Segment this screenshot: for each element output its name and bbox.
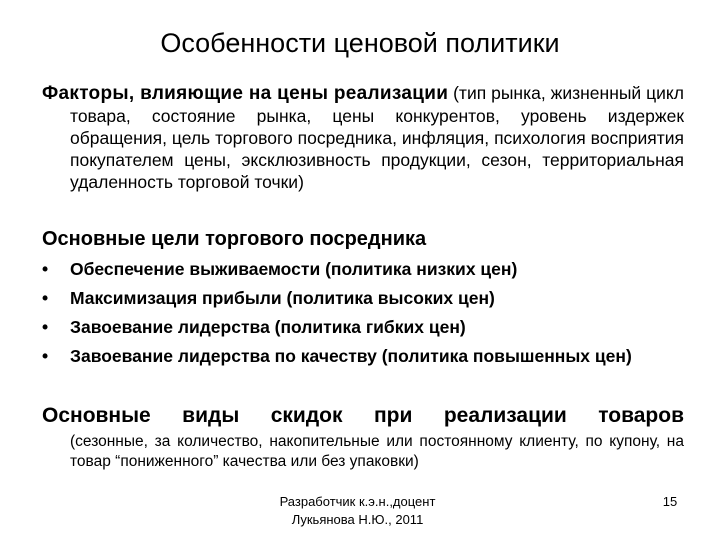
factors-heading: Факторы, влияющие на цены реализации — [42, 83, 449, 104]
list-item — [42, 316, 684, 338]
bullet-icon: • — [42, 317, 49, 337]
list-item-text: Завоевание лидерства (политика гибких цен) — [70, 317, 466, 337]
slide-title: Особенности ценовой политики — [160, 28, 560, 58]
discounts-text: (сезонные, за количество, накопительные или постоянному клиенту, по купону, на товар “пониженного” качества или без упаковки) — [70, 433, 684, 470]
list-item — [42, 287, 684, 309]
list-item-text: Обеспечение выживаемости (политика низких цен) — [70, 259, 518, 279]
bullet-icon: • — [42, 346, 49, 366]
factors-paragraph — [42, 82, 684, 193]
list-item — [42, 345, 684, 367]
list-item-text: Завоевание лидерства по качеству (политика повышенных цен) — [70, 346, 632, 366]
page-number: 15 — [662, 494, 678, 509]
list-item-text: Максимизация прибыли (политика высоких цен) — [70, 288, 495, 308]
footer-author-line2: Лукьянова Н.Ю., 2011 — [291, 512, 424, 527]
goals-heading: Основные цели торгового посредника — [42, 228, 427, 250]
bullet-icon: • — [42, 259, 49, 279]
discounts-heading: Основные виды скидок при реализации товаров — [42, 404, 684, 427]
factors-text: (тип рынка, жизненный цикл товара, состояние рынка, цены конкурентов, уровень издержек обращения, цель торгового посредника, инфляция, психология восприятия покупателем цены, эксклюзивность продукции, сезон, территориальная удаленность торговой точки) — [70, 83, 684, 192]
bullet-icon: • — [42, 288, 49, 308]
goals-list — [42, 258, 684, 374]
footer-author-line1: Разработчик к.э.н.,доцент — [279, 494, 436, 509]
list-item — [42, 258, 684, 280]
footer-author — [250, 493, 465, 529]
